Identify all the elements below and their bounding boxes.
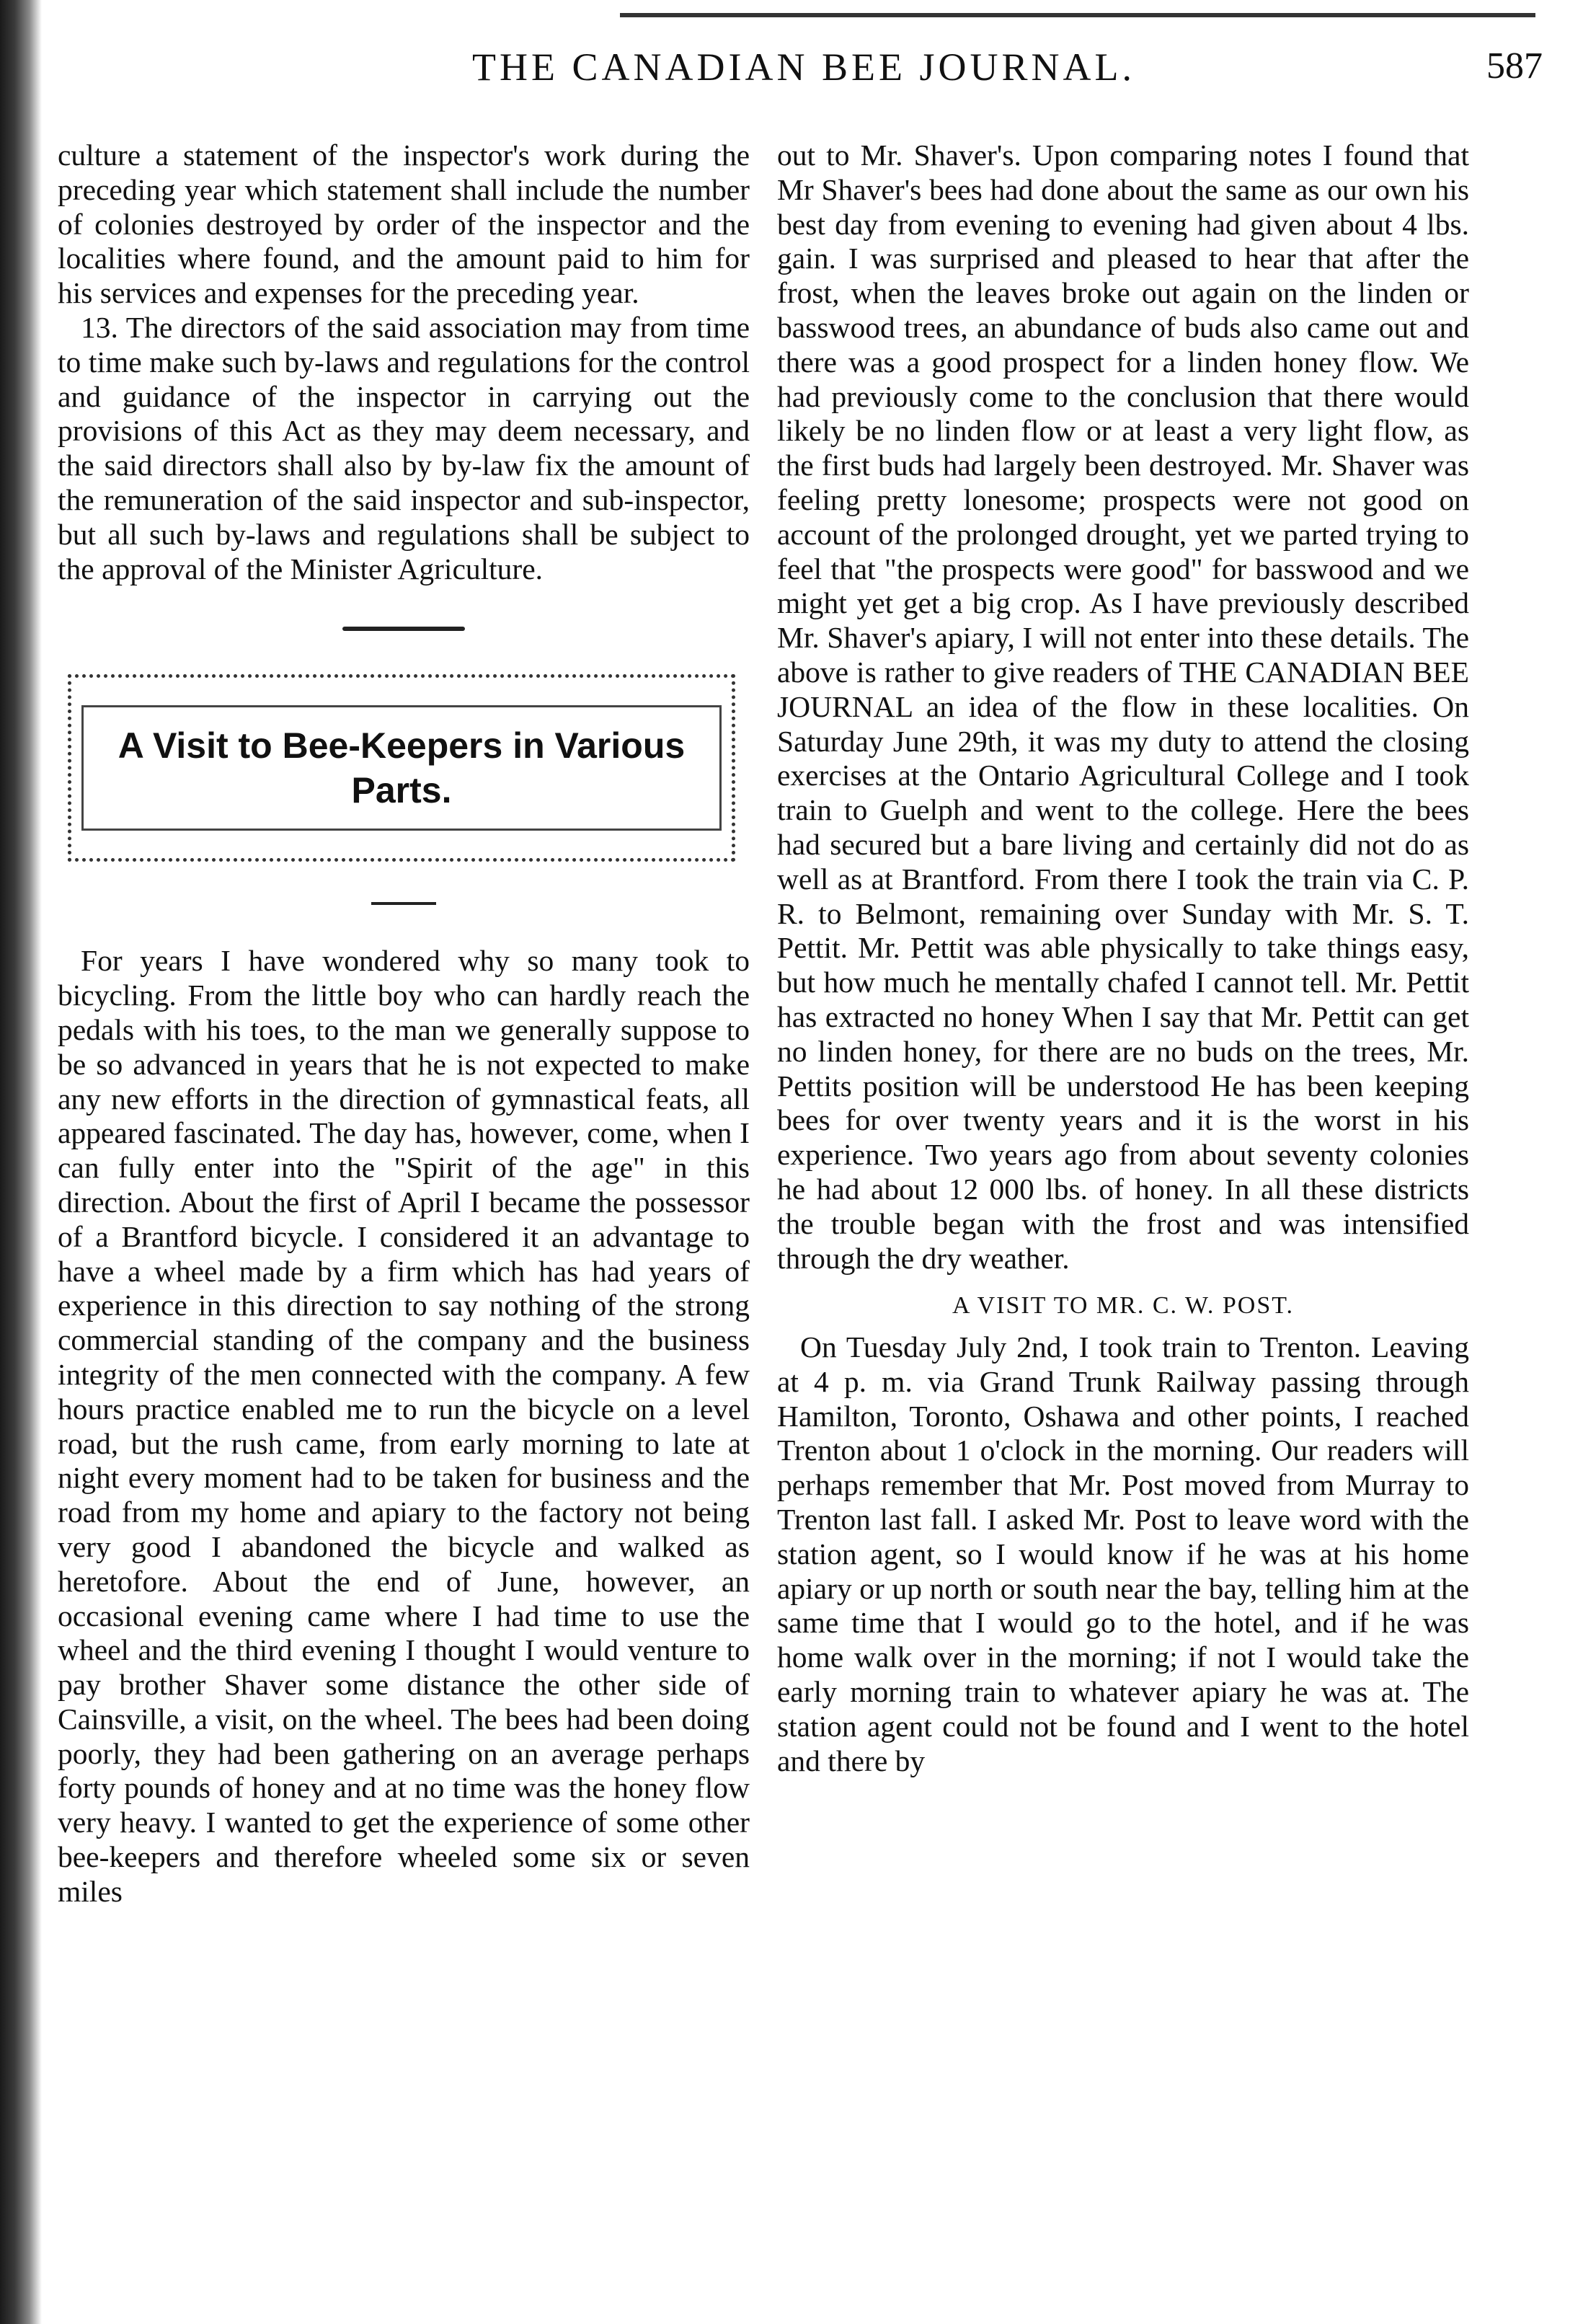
article-body-paragraph: For years I have wondered why so many took to bicycling. From the little boy who can hardly reach the pedals with his toes, to the man we generally suppose to be so advanced in years that he is not expected to make any new efforts in the direction of gymnastical feats, all appeared fascinated. The day has, however, come, when I can fully enter into the "Spirit of the age" in this direction. About the first of April I became the possessor of a Brantford bicycle. I considered it an advantage to have a wheel made by a firm which has had years of experience in this direction to say nothing of the strong commercial standing of the company and the business integrity of the men connected with the company. A few hours practice enabled me to run the bicycle on a level road, but the rush came, from early morning to late at night every moment had to be taken for business and the road from my home and apiary to the factory not being very good I abandoned the bicycle and walked as heretofore. About the end of June, however, an occasional evening came where I had time to use the wheel and the third evening I thought I would venture to pay brother Shaver some distance the other side of Cainsville, a visit, on the wheel. The bees had been doing poorly, they had been gathering on an average perhaps forty pounds of honey and at no time was the honey flow very heavy. I wanted to get the experience of some other bee-keepers and therefore wheeled some six or seven miles — [58, 944, 750, 1908]
page-binding-edge — [0, 0, 42, 2324]
running-title: THE CANADIAN BEE JOURNAL. — [472, 45, 1135, 89]
post-visit-paragraph: On Tuesday July 2nd, I took train to Trenton. Leaving at 4 p. m. via Grand Trunk Railway passing through Hamilton, Toronto, Oshawa and other points, I reached Trenton about 1 o'clock in the morning. Our readers will perhaps remember that Mr. Post moved from Murray to Trenton last fall. I asked Mr. Post to leave word with the station agent, so I would know if he was at his home apiary or up north or south near the bay, telling him at the same time that I would go to the hotel, and if he was home walk over in the morning; if not I would take the early morning train to whatever apiary he was at. The station agent could not be found and I went to the hotel and there by — [777, 1330, 1469, 1777]
page-header — [58, 45, 1550, 102]
section-divider — [342, 627, 465, 631]
page-number: 587 — [1486, 45, 1543, 87]
title-divider — [371, 902, 436, 905]
subheading: A VISIT TO MR. C. W. POST. — [952, 1292, 1294, 1320]
right-column — [777, 138, 1469, 1778]
article-title: A Visit to Bee-Keepers in Various Parts. — [117, 725, 686, 811]
article-title-inner-frame — [81, 705, 722, 831]
section-13-paragraph: 13. The directors of the said association may from time to time make such by-laws and regulations for the control and guidance of the inspector in carrying out the provisions of this Act as they may deem necessary, and the said directors shall also by by-law fix the amount of the remuneration of the said inspector and sub-inspector, but all such by-laws and regulations shall be subject to the approval of the Minister Agriculture. — [58, 310, 750, 586]
continued-article-paragraph: out to Mr. Shaver's. Upon comparing notes I found that Mr Shaver's bees had done about the same as our own his best day from evening to evening had given about 4 lbs. gain. I was surprised and pleased to hear that after the frost, when the leaves broke out again on the linden or basswood trees, an abundance of buds also came out and there was a good prospect for a linden honey flow. We had previously come to the conclusion that there would likely be no linden flow or at least a very light flow, as the first buds had largely been destroyed. Mr. Shaver was feeling pretty lonesome; prospects were not good on account of the prolonged drought, yet we parted trying to feel that "the prospects were good" for basswood and we might yet get a big crop. As I have previously described Mr. Shaver's apiary, I will not enter into these details. The above is rather to give readers of THE CANADIAN BEE JOURNAL an idea of the flow in these localities. On Saturday June 29th, it was my duty to attend the closing exercises at the Ontario Agricultural College and I took train to Guelph and went to the college. Here the bees had secured but a bare living and certainly did not do as well as at Brantford. From there I took the train via C. P. R. to Belmont, remaining over Sunday with Mr. S. T. Pettit. Mr. Pettit was able physically to take things easy, but how much he mentally chafed I cannot tell. Mr. Pettit has extracted no honey When I say that Mr. Pettit can get no linden honey, for there are no buds on the trees, Mr. Pettits position will be understood He has been keeping bees for over twenty years and it is the worst in his experience. Two years ago from about seventy colonies he had about 12 000 lbs. of honey. In all these districts the trouble began with the frost and was intensified through the dry weather. — [777, 138, 1469, 1275]
left-column — [58, 138, 750, 1909]
top-rule — [620, 13, 1535, 17]
continued-paragraph: culture a statement of the inspector's work during the preceding year which statement shall include the number of colonies destroyed by order of the inspector and the localities where found, and the amount paid to him for his services and expenses for the preceding year. — [58, 138, 750, 310]
article-title-frame — [68, 674, 735, 862]
